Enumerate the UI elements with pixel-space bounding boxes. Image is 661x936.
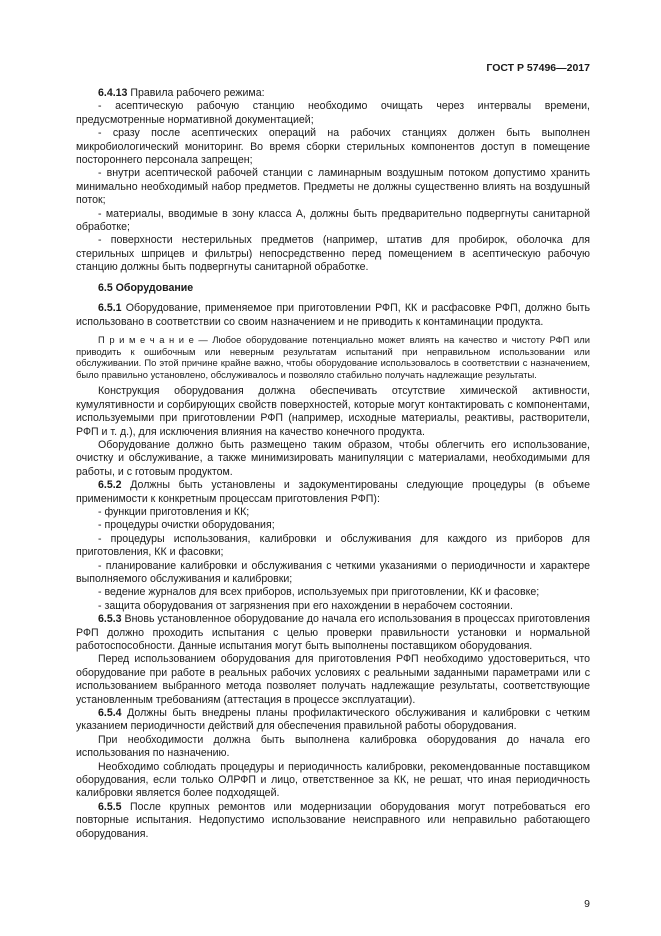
- paragraph-body: Перед использованием оборудования для приготовления РФП необходимо удостовериться, что оборудование при работе в реальных рабочих условиях с реальными заданными параметрами или с использованием выбранного метода позволяет получать надлежащие результаты, соответствующие установленным требованиям (аттестация в процессе эксплуатации).: [76, 653, 590, 706]
- paragraph-body: - функции приготовления и КК;: [98, 505, 250, 518]
- page-number: 9: [584, 898, 590, 910]
- paragraph-body: - поверхности нестерильных предметов (например, штатив для пробирок, оболочка для стерильных шприцев и фильтры) непосредственно перед помещением в асептическую рабочую станцию должны быть подвергнуты санитарной обработке.: [76, 234, 590, 274]
- page-footer: [584, 898, 590, 910]
- paragraph-body: При необходимости должна быть выполнена калибровка оборудования до начала его использования по назначению.: [76, 733, 590, 760]
- paragraph-body: Конструкция оборудования должна обеспечивать отсутствие химической активности, кумулятивности и сорбирующих свойств поверхностей, которые могут контактировать с компонентами, используемыми при приготовлении РФП (например, исходные материалы, реактивы, растворители, РФП и т. д.), для исключения влияния на качество конечного продукта.: [76, 385, 590, 438]
- paragraph-body: Необходимо соблюдать процедуры и периодичность калибровки, рекомендованные поставщиком оборудования, если только ОЛРФП и лицо, ответственное за КК, не решат, что иная периодичность калибровки является более подходящей.: [76, 760, 590, 800]
- paragraph-body: 6.5.3 Вновь установленное оборудование до начала его использования в процессах приготовления РФП должно проходить испытания с целью проверки правильности установки и нормальной работоспособности. Данные испытания могут быть выполнены поставщиком оборудования.: [76, 613, 590, 652]
- paragraph-body: 6.5.1 Оборудование, применяемое при приготовлении РФП, КК и расфасовке РФП, должно быть использовано в соответствии со своим назначением и не приводить к контаминации продукта.: [76, 302, 590, 328]
- paragraph-body: 6.4.13 Правила рабочего режима:: [98, 87, 265, 99]
- paragraph-body: 6.5.2 Должны быть установлены и задокументированы следующие процедуры (в объеме применимости к конкретным процессам приготовления РФП):: [76, 479, 590, 505]
- paragraph-body: 6.5.4 Должны быть внедрены планы профилактического обслуживания и калибровки с четким указанием периодичности действий для обеспечения правильной работы оборудования.: [76, 707, 590, 733]
- paragraph-body: - процедуры очистки оборудования;: [98, 519, 275, 532]
- paragraph-body: - асептическую рабочую станцию необходимо очищать через интервалы времени, предусмотренные нормативной документацией;: [76, 100, 590, 126]
- document-body: [76, 87, 590, 841]
- paragraph-body: - планирование калибровки и обслуживания с четкими указаниями о периодичности и характере выполняемого обслуживания и калибровки;: [76, 559, 590, 585]
- paragraph-body: - материалы, вводимые в зону класса А, должны быть предварительно подвергнуты санитарной обработке;: [76, 207, 590, 234]
- paragraph-body: - сразу после асептических операций на рабочих станциях должен быть выполнен микробиологический мониторинг. Во время сборки стерильных компонентов доступ в помещение постороннего персонала запрещен;: [76, 127, 590, 167]
- paragraph-body: Оборудование должно быть размещено таким образом, чтобы облегчить его использование, очистку и обслуживание, а также минимизировать манипуляции с материалами, необходимыми для работы, и с готовым продуктом.: [76, 438, 590, 478]
- clause-number: 6.5.1: [98, 302, 126, 315]
- clause-number: 6.5.5: [98, 800, 131, 813]
- paragraph-body: - процедуры использования, калибровки и обслуживания для каждого из приборов для приготовления, КК и фасовки;: [76, 532, 590, 559]
- doc-number: ГОСТ Р 57496—2017: [486, 62, 590, 74]
- paragraph-body: - ведение журналов для всех приборов, используемых при приготовлении, КК и фасовке;: [98, 586, 540, 599]
- clause-number: 6.5.4: [98, 707, 128, 720]
- clause-number: 6.5.2: [98, 479, 131, 492]
- clause-number: 6.5.3: [98, 613, 125, 626]
- paragraph-note: П р и м е ч а н и е — Любое оборудование потенциально может влиять на качество и чистоту РФП или приводить к ошибочным или неверным результатам испытаний при неправильном использовании или обслуживании. По этой причине крайне важно, чтобы оборудование использовалось в соответствии с назначением, было правильно установлено, обслуживалось и позволяло стабильно получать надлежащие результаты.: [76, 333, 590, 380]
- page-header: [76, 62, 590, 74]
- paragraph-body: - защита оборудования от загрязнения при его нахождении в нерабочем состоянии.: [98, 599, 513, 612]
- paragraph-body: - внутри асептической рабочей станции с ламинарным воздушным потоком допустимо хранить минимально необходимый набор предметов. Предметы не должны существенно влиять на воздушный поток;: [76, 167, 590, 207]
- paragraph-heading: 6.5 Оборудование: [98, 281, 194, 294]
- clause-number: 6.4.13: [98, 87, 131, 99]
- paragraph-body: 6.5.5 После крупных ремонтов или модернизации оборудования могут потребоваться его повторные испытания. Недопустимо использование неисправного или неправильно работающего оборудования.: [76, 800, 590, 840]
